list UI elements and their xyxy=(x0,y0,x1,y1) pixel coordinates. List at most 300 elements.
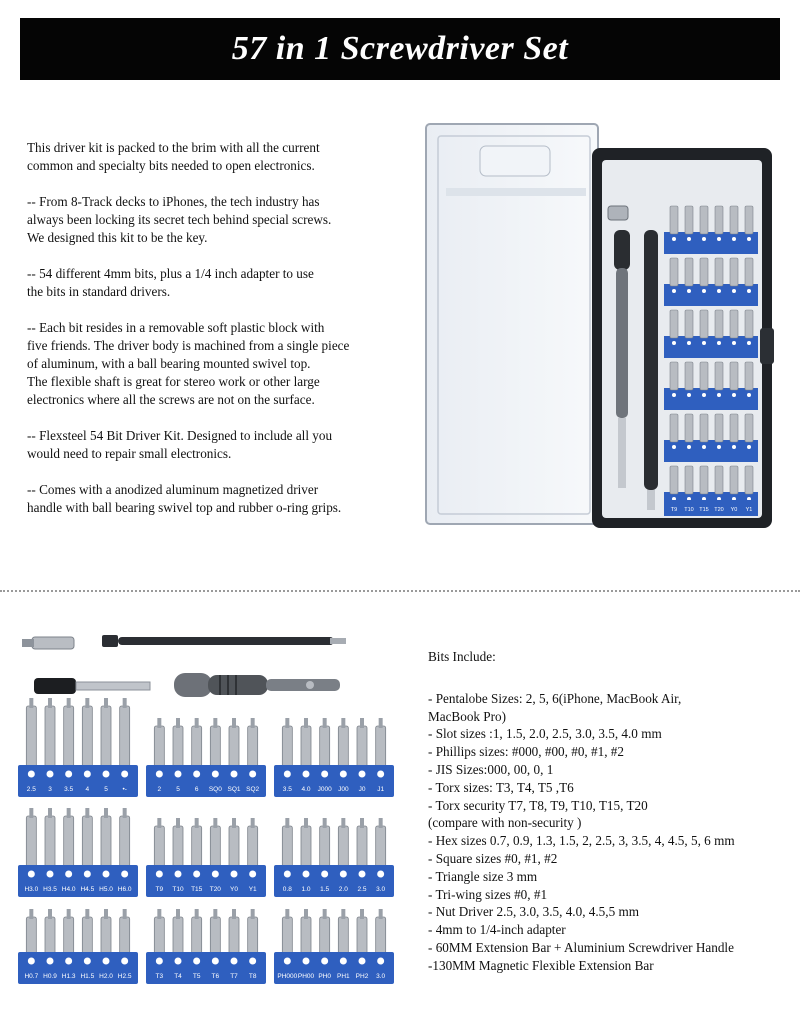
bit-symbol xyxy=(193,871,200,878)
bit-size-label: H2.5 xyxy=(117,973,132,980)
bit-tip xyxy=(360,718,364,728)
bits-list-item: - Nut Driver 2.5, 3.0, 3.5, 4.0, 4.5,5 mm xyxy=(428,904,639,920)
bit-symbol xyxy=(103,871,110,878)
case-bit-symbol xyxy=(732,445,736,449)
bit-size-label: T8 xyxy=(248,973,257,980)
page-title: 57 in 1 Screwdriver Set xyxy=(231,30,569,67)
bit xyxy=(45,917,55,955)
bit-size-label: H5.0 xyxy=(99,886,113,893)
bit-tip xyxy=(104,808,108,818)
case-bit xyxy=(715,466,723,494)
bit-block xyxy=(18,698,138,797)
bit-tip xyxy=(232,909,236,919)
case-bit xyxy=(745,414,753,442)
bit-symbol xyxy=(193,771,200,778)
bit-tip xyxy=(85,698,89,708)
bit-symbol xyxy=(47,958,54,965)
case-bit-symbol xyxy=(717,341,721,345)
bit-size-label: SQ2 xyxy=(246,786,260,793)
bit xyxy=(282,726,292,768)
bit-size-label: 6 xyxy=(194,786,199,793)
bits-list-item: - Slot sizes :1, 1.5, 2.0, 2.5, 3.0, 3.5, 4.0 mm xyxy=(428,726,662,742)
bit xyxy=(173,917,183,955)
bit-tip xyxy=(85,909,89,919)
bit-size-label: 2.5 xyxy=(26,786,36,793)
case-bit-label: T10 xyxy=(684,507,694,513)
bit-size-label: •- xyxy=(122,786,127,793)
bit xyxy=(248,726,258,768)
bit-tip xyxy=(48,909,52,919)
bit xyxy=(376,826,386,868)
case-bit-symbol xyxy=(687,289,691,293)
bit xyxy=(101,816,111,868)
bit-block xyxy=(274,718,394,797)
bit-symbol xyxy=(175,771,182,778)
bit xyxy=(82,816,92,868)
bit-tip xyxy=(341,818,345,828)
bits-heading: Bits Include: xyxy=(428,649,496,664)
bit xyxy=(229,826,239,868)
case-bit-symbol xyxy=(732,237,736,241)
bit-symbol xyxy=(377,958,384,965)
bit-tip xyxy=(251,718,255,728)
screwdriver-case-image xyxy=(420,118,780,548)
bit-block xyxy=(146,909,266,984)
bit xyxy=(229,917,239,955)
bit-tip xyxy=(85,808,89,818)
case-bit xyxy=(700,258,708,286)
bit-size-label: T4 xyxy=(174,973,182,980)
case-bit-label: T20 xyxy=(714,507,724,513)
case-bit-symbol xyxy=(747,237,751,241)
bit-tip xyxy=(323,909,327,919)
case-bit-symbol xyxy=(747,341,751,345)
bit-symbol xyxy=(284,771,291,778)
bit-tip xyxy=(67,698,71,708)
bit-symbol xyxy=(84,958,91,965)
bit xyxy=(154,917,164,955)
case-bit xyxy=(715,206,723,234)
bit-size-label: 3.0 xyxy=(376,886,386,893)
bit-size-label: H3.5 xyxy=(43,886,57,893)
bit-tip xyxy=(232,818,236,828)
bits-list-item: -130MM Magnetic Flexible Extension Bar xyxy=(428,957,654,973)
case-bit-symbol xyxy=(747,445,751,449)
bit-size-label: 1.5 xyxy=(320,886,330,893)
case-bit-symbol xyxy=(687,393,691,397)
bit-tip xyxy=(195,909,199,919)
bit xyxy=(210,726,220,768)
bit-symbol xyxy=(321,958,328,965)
bit-tip xyxy=(195,718,199,728)
bit-symbol xyxy=(193,958,200,965)
bit-block xyxy=(146,818,266,897)
bit-size-label: H3.0 xyxy=(24,886,39,893)
bit-symbol xyxy=(121,871,128,878)
bit-size-label: 4.0 xyxy=(301,786,311,793)
bit xyxy=(82,917,92,955)
bit-tip xyxy=(323,818,327,828)
case-bit-symbol xyxy=(717,237,721,241)
case-bit-holder xyxy=(664,388,758,410)
bit-symbol xyxy=(284,958,291,965)
bit-size-label: 3.5 xyxy=(282,786,292,793)
case-bit xyxy=(685,466,693,494)
bit-size-label: Y1 xyxy=(248,886,257,893)
bit-tip xyxy=(195,818,199,828)
bit-symbol xyxy=(321,871,328,878)
bit-size-label: 5 xyxy=(104,786,108,793)
bit-size-label: T6 xyxy=(211,973,220,980)
case-bit-symbol xyxy=(702,341,706,345)
bit-symbol xyxy=(303,958,310,965)
bit-tip xyxy=(29,909,33,919)
case-bit-symbol xyxy=(687,341,691,345)
bit xyxy=(120,706,130,768)
bit-symbol xyxy=(156,771,163,778)
bit-size-label: PH2 xyxy=(355,973,369,980)
bits-list-item: - Hex sizes 0.7, 0.9, 1.3, 1.5, 2, 2.5, 3, 3.5, 4, 4.5, 5, 6 mm xyxy=(428,833,735,849)
bit-kit-image xyxy=(10,625,405,985)
bit-block xyxy=(274,818,394,897)
case-bit-symbol xyxy=(717,393,721,397)
case-bit-symbol xyxy=(747,289,751,293)
title-banner xyxy=(20,18,780,80)
bit-tip xyxy=(176,718,180,728)
case-bit-label: Y0 xyxy=(730,507,738,513)
bit xyxy=(282,826,292,868)
bits-list-item: MacBook Pro) xyxy=(428,708,507,724)
bit-tip xyxy=(157,718,161,728)
bit-symbol xyxy=(156,958,163,965)
bit-tip xyxy=(285,718,289,728)
bit xyxy=(26,816,36,868)
bit-size-label: T15 xyxy=(191,886,203,893)
bit xyxy=(101,917,111,955)
bit-symbol xyxy=(175,958,182,965)
bit-symbol xyxy=(65,771,72,778)
bit-symbol xyxy=(284,871,291,878)
bit xyxy=(338,917,348,955)
bit-size-label: PH000 xyxy=(277,973,298,980)
bit xyxy=(282,917,292,955)
bit xyxy=(320,726,330,768)
case-bit xyxy=(670,206,678,234)
case-bit-symbol xyxy=(672,445,676,449)
case-bit xyxy=(700,414,708,442)
bit-size-label: 2.5 xyxy=(357,886,367,893)
bit xyxy=(320,917,330,955)
bit-symbol xyxy=(84,771,91,778)
bit-size-label: H0.7 xyxy=(24,973,39,980)
bit-size-label: J000 xyxy=(317,786,332,793)
case-bit-symbol xyxy=(747,393,751,397)
bit-size-label: J0 xyxy=(358,786,366,793)
bit-tip xyxy=(304,718,308,728)
bit-size-label: 3 xyxy=(48,786,52,793)
bit-size-label: H1.3 xyxy=(61,973,76,980)
extension-bar xyxy=(34,678,150,694)
bits-list-item: - 4mm to 1/4-inch adapter xyxy=(428,922,566,938)
description-paragraph: -- 54 different 4mm bits, plus a 1/4 inch adapter to use the bits in standard drivers. xyxy=(27,266,314,299)
bit-size-label: PH1 xyxy=(337,973,350,980)
case-bit xyxy=(670,258,678,286)
case-bit xyxy=(700,206,708,234)
bit xyxy=(338,726,348,768)
bit-block xyxy=(274,909,394,984)
bit-symbol xyxy=(340,871,347,878)
bits-include-list xyxy=(428,648,798,975)
bit xyxy=(64,816,74,868)
case-bit-symbol xyxy=(672,393,676,397)
bits-list-item: - 60MM Extension Bar + Aluminium Screwdriver Handle xyxy=(428,939,734,955)
bit-size-label: PH00 xyxy=(297,973,315,980)
bit xyxy=(26,917,36,955)
bit-tip xyxy=(379,909,383,919)
bit-size-label: T7 xyxy=(230,973,238,980)
case-bit xyxy=(700,466,708,494)
bit xyxy=(301,917,311,955)
bit-symbol xyxy=(156,871,163,878)
bit-size-label: H0.9 xyxy=(43,973,57,980)
bit xyxy=(301,726,311,768)
bit-size-label: H2.0 xyxy=(99,973,113,980)
case-bit-holder xyxy=(664,336,758,358)
bit-symbol xyxy=(377,871,384,878)
case-bit xyxy=(670,362,678,390)
case-bit-symbol xyxy=(702,393,706,397)
description-paragraph: This driver kit is packed to the brim with all the current common and specialty bits needed to open electronics. xyxy=(27,140,320,173)
case-bit xyxy=(730,206,738,234)
product-description xyxy=(27,139,407,535)
bit-holder xyxy=(274,765,394,797)
bit-block xyxy=(146,718,266,797)
flexible-extension-bar xyxy=(102,635,346,647)
bit-symbol xyxy=(65,958,72,965)
bit-symbol xyxy=(249,771,256,778)
bit-tip xyxy=(304,909,308,919)
case-bit xyxy=(730,466,738,494)
bit-size-label: T3 xyxy=(155,973,164,980)
bit xyxy=(192,826,202,868)
bit xyxy=(210,917,220,955)
bit-tip xyxy=(341,909,345,919)
bit xyxy=(45,816,55,868)
bit xyxy=(154,726,164,768)
description-paragraph: -- Each bit resides in a removable soft plastic block with five friends. The driver body is machined from a single piece of aluminum, with a ball bearing mounted swivel top. The flexible shaft is great for stereo work or other large electronics where all the screws are not on the surface. xyxy=(27,320,350,407)
bits-list-item: - Triangle size 3 mm xyxy=(428,868,538,884)
bits-list-item: - Torx security T7, T8, T9, T10, T15, T20 xyxy=(428,797,648,813)
bit-size-label: T9 xyxy=(155,886,164,893)
case-bit xyxy=(670,310,678,338)
bit-tip xyxy=(157,909,161,919)
case-bit-symbol xyxy=(732,393,736,397)
bit-size-label: T10 xyxy=(172,886,184,893)
bits-list-item: - Square sizes #0, #1, #2 xyxy=(428,850,558,866)
bit-tip xyxy=(123,909,127,919)
bit-symbol xyxy=(212,958,219,965)
bit-symbol xyxy=(28,958,35,965)
case-bit-symbol xyxy=(672,289,676,293)
bit-size-label: SQ1 xyxy=(227,786,241,793)
bit-size-label: SQ0 xyxy=(208,786,222,793)
description-paragraph: -- Flexsteel 54 Bit Driver Kit. Designed to include all you would need to repair small electronics. xyxy=(27,428,333,461)
bit-tip xyxy=(379,818,383,828)
bit-tip xyxy=(48,808,52,818)
case-bit xyxy=(745,258,753,286)
description-paragraph: -- From 8-Track decks to iPhones, the tech industry has always been locking its secret tech behind special screws. We designed this kit to be the key. xyxy=(27,194,332,245)
bits-list-item: - Tri-wing sizes #0, #1 xyxy=(428,886,548,902)
bit-size-label: J00 xyxy=(338,786,349,793)
case-bit xyxy=(730,362,738,390)
section-divider xyxy=(0,590,800,592)
bit-tip xyxy=(157,818,161,828)
case-bit-symbol xyxy=(702,445,706,449)
bit-symbol xyxy=(65,871,72,878)
bit-symbol xyxy=(212,771,219,778)
bit-tip xyxy=(123,808,127,818)
bit-symbol xyxy=(231,958,238,965)
case-bit-symbol xyxy=(702,289,706,293)
case-bit-symbol xyxy=(702,237,706,241)
case-bit xyxy=(745,206,753,234)
bit xyxy=(192,726,202,768)
bit-tip xyxy=(304,818,308,828)
bit-symbol xyxy=(47,771,54,778)
bit-tip xyxy=(213,718,217,728)
case-bit-symbol xyxy=(732,341,736,345)
case-bit-holder xyxy=(664,284,758,306)
bit-size-label: 2 xyxy=(157,786,162,793)
bit-tip xyxy=(48,698,52,708)
bit-tip xyxy=(251,818,255,828)
bit-symbol xyxy=(321,771,328,778)
case-bit-label: T9 xyxy=(670,507,678,513)
case-bit xyxy=(745,310,753,338)
bit-symbol xyxy=(103,958,110,965)
case-bit xyxy=(745,362,753,390)
case-bit xyxy=(685,362,693,390)
bit xyxy=(192,917,202,955)
bit xyxy=(64,917,74,955)
bit-tip xyxy=(104,698,108,708)
bit-size-label: T20 xyxy=(209,886,221,893)
case-bit xyxy=(700,362,708,390)
bit-symbol xyxy=(359,871,366,878)
bit-size-label: T5 xyxy=(192,973,201,980)
bit xyxy=(154,826,164,868)
bit xyxy=(357,917,367,955)
bit-size-label: PH0 xyxy=(318,973,331,980)
bit-size-label: H4.0 xyxy=(61,886,76,893)
bit-tip xyxy=(104,909,108,919)
bit-size-label: Y0 xyxy=(230,886,238,893)
bit xyxy=(320,826,330,868)
bit-block xyxy=(18,909,138,984)
bit-tip xyxy=(232,718,236,728)
bit-symbol xyxy=(28,871,35,878)
bit xyxy=(173,726,183,768)
bit-tip xyxy=(341,718,345,728)
case-label-strip xyxy=(664,500,758,516)
bits-list-item: - Pentalobe Sizes: 2, 5, 6(iPhone, MacBook Air, xyxy=(428,690,682,706)
bit-symbol xyxy=(340,771,347,778)
bit-symbol xyxy=(249,871,256,878)
bit-size-label: 3.0 xyxy=(376,973,386,980)
case-bit-label: T15 xyxy=(699,507,709,513)
case-bit-symbol xyxy=(672,341,676,345)
bit xyxy=(173,826,183,868)
bit xyxy=(210,826,220,868)
case-bit xyxy=(715,310,723,338)
bit-symbol xyxy=(121,771,128,778)
bit xyxy=(229,726,239,768)
bit-tip xyxy=(213,818,217,828)
bits-list-item: - JIS Sizes:000, 00, 0, 1 xyxy=(428,761,554,777)
bit-size-label: H1.5 xyxy=(80,973,95,980)
bit-tip xyxy=(176,909,180,919)
adapter-tool xyxy=(22,637,74,649)
case-bit xyxy=(715,414,723,442)
bit xyxy=(101,706,111,768)
bit xyxy=(338,826,348,868)
case-bit xyxy=(685,206,693,234)
case-bit xyxy=(715,258,723,286)
bit xyxy=(26,706,36,768)
bit xyxy=(82,706,92,768)
bits-list-item: (compare with non-security ) xyxy=(428,815,582,831)
bit-size-label: 1.0 xyxy=(301,886,311,893)
bit-tip xyxy=(213,909,217,919)
screwdriver-handle xyxy=(174,673,340,697)
bit-symbol xyxy=(47,871,54,878)
bit xyxy=(64,706,74,768)
bit-tip xyxy=(29,808,33,818)
bit-symbol xyxy=(212,871,219,878)
bit-tip xyxy=(29,698,33,708)
bit-size-label: 5 xyxy=(176,786,180,793)
bit-tip xyxy=(67,808,71,818)
case-bit xyxy=(670,466,678,494)
bit-tip xyxy=(176,818,180,828)
bit-tip xyxy=(67,909,71,919)
bit-symbol xyxy=(84,871,91,878)
bit-tip xyxy=(360,818,364,828)
bit-size-label: 2.0 xyxy=(338,886,348,893)
bit-symbol xyxy=(340,958,347,965)
bit xyxy=(357,826,367,868)
bit-symbol xyxy=(231,771,238,778)
bits-list-item: - Phillips sizes: #000, #00, #0, #1, #2 xyxy=(428,744,624,760)
bit-symbol xyxy=(28,771,35,778)
bit xyxy=(301,826,311,868)
bit-symbol xyxy=(303,871,310,878)
bit-symbol xyxy=(103,771,110,778)
bit-size-label: H6.0 xyxy=(117,886,132,893)
case-bit xyxy=(730,414,738,442)
case-bit xyxy=(700,310,708,338)
bit-symbol xyxy=(121,958,128,965)
case-bit xyxy=(730,310,738,338)
case-bit-symbol xyxy=(717,445,721,449)
bit xyxy=(120,816,130,868)
case-bit-symbol xyxy=(732,289,736,293)
bit xyxy=(248,917,258,955)
bit-tip xyxy=(323,718,327,728)
case-bit-symbol xyxy=(672,237,676,241)
case-bit-holder xyxy=(664,440,758,462)
bit xyxy=(357,726,367,768)
